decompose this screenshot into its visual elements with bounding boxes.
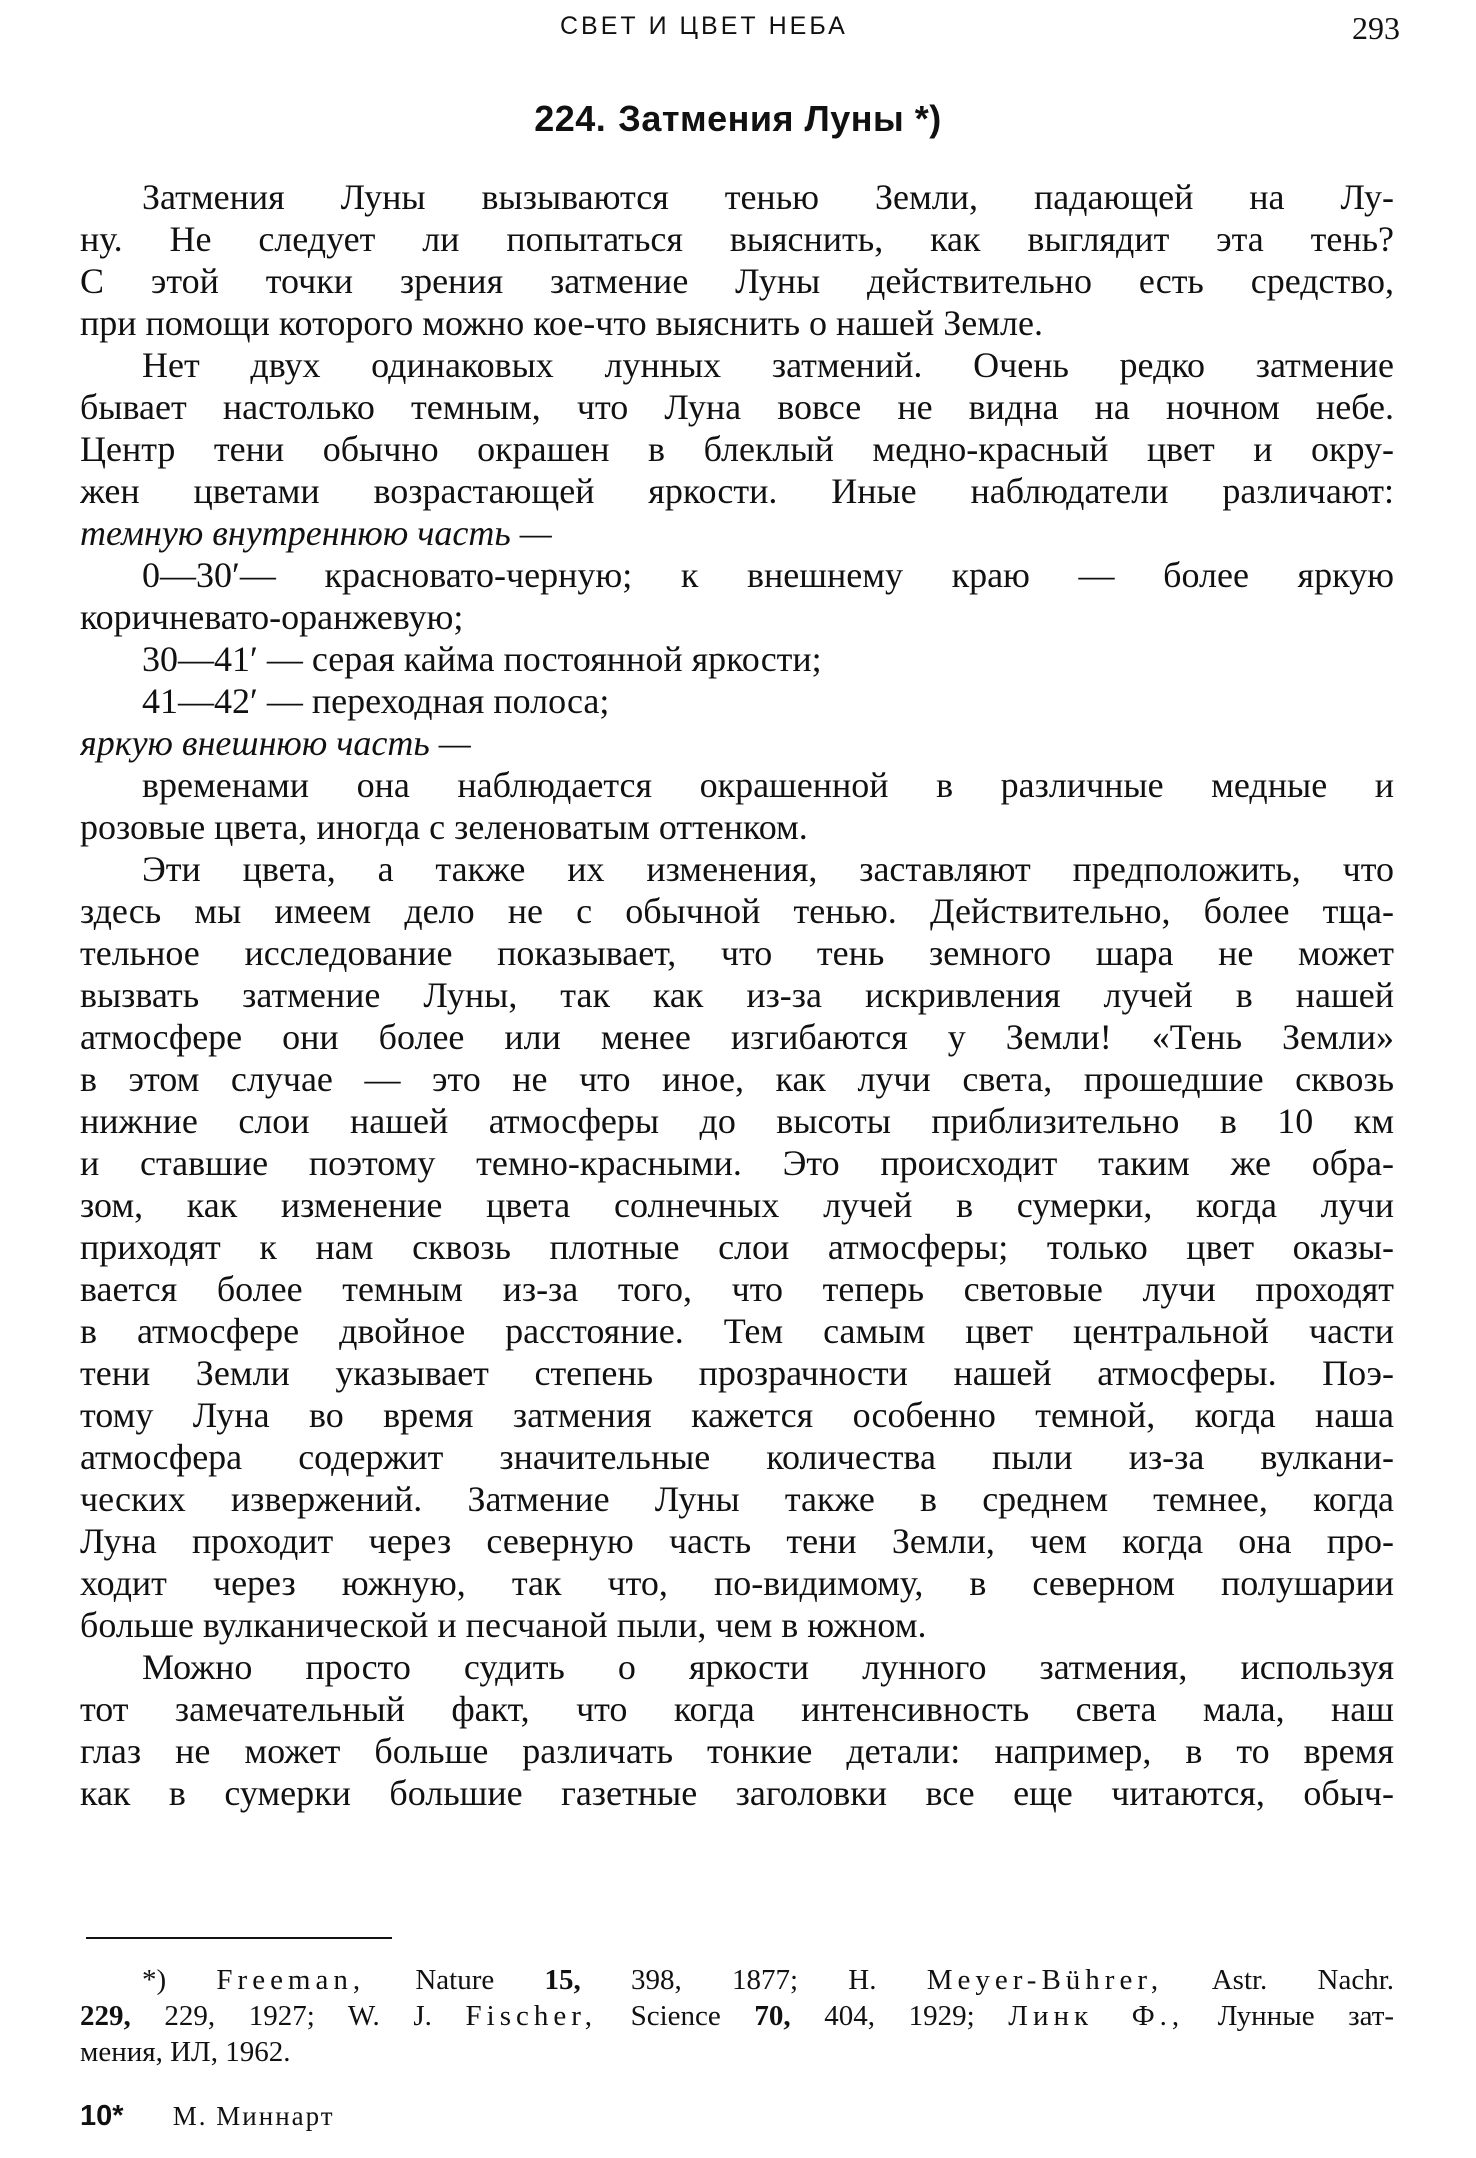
section-number: 224.: [534, 98, 607, 139]
footnote-ref: 404, 1929;: [824, 2000, 975, 2032]
line-text: жен цветами возрастающей яркости. Иные наблюдатели различают:: [80, 471, 1394, 511]
line-text: глаз не может больше различать тонкие детали: например, в то время: [80, 1731, 1394, 1771]
footnote-journal: Astr. Nachr.: [1211, 1964, 1394, 1996]
footnote-author: Meyer-Bührer,: [926, 1964, 1164, 1996]
signature-sheet: 10*: [80, 2100, 124, 2132]
line-text: в атмосфере двойное расстояние. Тем самым цвет центральной части: [80, 1311, 1394, 1351]
line-text: Можно просто судить о яркости лунного затмения, используя: [142, 1647, 1394, 1687]
line-text: ну. Не следует ли попытаться выяснить, как выглядит эта тень?: [80, 219, 1394, 259]
line-text: 0—30′— красновато-черную; к внешнему краю — более яркую: [142, 555, 1394, 595]
line-text: ходит через южную, так что, по-видимому, в северном полушарии: [80, 1563, 1394, 1603]
text-line: [80, 1730, 1394, 1772]
section-title: [0, 98, 1476, 140]
line-text: 30—41′ — серая кайма постоянной яркости;: [142, 639, 822, 679]
line-text: нижние слои нашей атмосферы до высоты приблизительно в 10 км: [80, 1101, 1394, 1141]
footnote-ref: 229, 1927; W. J.: [164, 2000, 432, 2032]
line-text: при помощи которого можно кое-что выяснить о нашей Земле.: [80, 303, 1043, 343]
footnote-author: Fischer,: [465, 2000, 598, 2032]
text-line: [80, 512, 1394, 554]
line-text: вызвать затмение Луны, так как из-за искривления лучей в нашей: [80, 975, 1394, 1015]
line-text: тому Луна во время затмения кажется особенно темной, когда наша: [80, 1395, 1394, 1435]
footnote-author: Freeman,: [216, 1964, 366, 1996]
body-text: [80, 176, 1394, 1814]
line-text: С этой точки зрения затмение Луны действительно есть средство,: [80, 261, 1394, 301]
text-line: [80, 302, 1394, 344]
text-line: [80, 1100, 1394, 1142]
line-text: Затмения Луны вызываются тенью Земли, падающей на Лу-: [142, 177, 1394, 217]
text-line: [80, 722, 1394, 764]
printer-signature: [80, 2100, 335, 2133]
text-line: [80, 1310, 1394, 1352]
line-text: 41—42′ — переходная полоса;: [142, 681, 610, 721]
line-text: временами она наблюдается окрашенной в различные медные и: [142, 765, 1394, 805]
footnote-ref: 398, 1877; H.: [630, 1964, 877, 1996]
text-line: [80, 218, 1394, 260]
text-line: [80, 848, 1394, 890]
line-text: бывает настолько темным, что Луна вовсе не видна на ночном небе.: [80, 387, 1394, 427]
footnote-marker: *): [142, 1964, 167, 1996]
text-line: [80, 554, 1394, 596]
text-line: [80, 680, 1394, 722]
line-text: Луна проходит через северную часть тени Земли, чем когда она про-: [80, 1521, 1394, 1561]
text-line: [80, 1436, 1394, 1478]
text-line: [80, 1604, 1394, 1646]
line-text: Эти цвета, а также их изменения, заставляют предположить, что: [142, 849, 1394, 889]
text-line: [80, 1184, 1394, 1226]
text-line: [80, 932, 1394, 974]
text-line: [80, 1688, 1394, 1730]
text-line: [80, 260, 1394, 302]
line-text: в этом случае — это не что иное, как лучи света, прошедшие сквозь: [80, 1059, 1394, 1099]
line-text: зом, как изменение цвета солнечных лучей в сумерки, когда лучи: [80, 1185, 1394, 1225]
text-line: [80, 386, 1394, 428]
italic-subheading: яркую внешнюю часть —: [80, 723, 471, 763]
footnote-line: [80, 1998, 1394, 2034]
text-line: [80, 1646, 1394, 1688]
footnote-ref: мения, ИЛ, 1962.: [80, 2036, 291, 2068]
text-line: [80, 1142, 1394, 1184]
line-text: тени Земли указывает степень прозрачности нашей атмосферы. Поэ-: [80, 1353, 1394, 1393]
text-line: [80, 344, 1394, 386]
text-line: [80, 890, 1394, 932]
running-title: СВЕТ И ЦВЕТ НЕБА: [560, 12, 848, 40]
footnote-ref: Лунные зат-: [1217, 2000, 1394, 2032]
line-text: как в сумерки большие газетные заголовки все еще читаются, обыч-: [80, 1773, 1394, 1813]
footnote-journal: Science: [630, 2000, 721, 2032]
line-text: тельное исследование показывает, что тень земного шара не может: [80, 933, 1394, 973]
text-line: [80, 596, 1394, 638]
text-line: [80, 1478, 1394, 1520]
text-line: [80, 1268, 1394, 1310]
text-line: [80, 1058, 1394, 1100]
text-line: [80, 1352, 1394, 1394]
line-text: Центр тени обычно окрашен в блеклый медно-красный цвет и окру-: [80, 429, 1394, 469]
footnote-volume: 229,: [80, 2000, 131, 2032]
footnote-volume: 70,: [754, 2000, 791, 2032]
text-line: [80, 470, 1394, 512]
text-line: [80, 1226, 1394, 1268]
text-line: [80, 974, 1394, 1016]
line-text: атмосфера содержит значительные количества пыли из-за вулкани-: [80, 1437, 1394, 1477]
footnote-volume: 15,: [544, 1964, 581, 1996]
text-line: [80, 1772, 1394, 1814]
line-text: приходят к нам сквозь плотные слои атмосферы; только цвет оказы-: [80, 1227, 1394, 1267]
line-text: вается более темным из-за того, что теперь световые лучи проходят: [80, 1269, 1394, 1309]
text-line: [80, 1562, 1394, 1604]
footnote-line: [80, 1962, 1394, 1998]
line-text: здесь мы имеем дело не с обычной тенью. Действительно, более тща-: [80, 891, 1394, 931]
text-line: [80, 1520, 1394, 1562]
text-line: [80, 428, 1394, 470]
line-text: ческих извержений. Затмение Луны также в среднем темнее, когда: [80, 1479, 1394, 1519]
footnote-journal: Nature: [415, 1964, 495, 1996]
running-head: [0, 8, 1476, 48]
footnote-line: [80, 2034, 1394, 2070]
line-text: атмосфере они более или менее изгибаются у Земли! «Тень Земли»: [80, 1017, 1394, 1057]
italic-subheading: темную внутреннюю часть —: [80, 513, 552, 553]
text-line: [80, 1394, 1394, 1436]
text-line: [80, 806, 1394, 848]
text-line: [80, 1016, 1394, 1058]
line-text: тот замечательный факт, что когда интенсивность света мала, наш: [80, 1689, 1394, 1729]
text-line: [80, 764, 1394, 806]
page-number: 293: [1352, 10, 1400, 46]
text-line: [80, 176, 1394, 218]
line-text: розовые цвета, иногда с зеленоватым оттенком.: [80, 807, 808, 847]
footnote-author: Линк Ф.,: [1008, 2000, 1185, 2032]
line-text: больше вулканической и песчаной пыли, чем в южном.: [80, 1605, 927, 1645]
line-text: Нет двух одинаковых лунных затмений. Очень редко затмение: [142, 345, 1394, 385]
signature-author: М. Миннарт: [172, 2101, 335, 2131]
line-text: коричневато-оранжевую;: [80, 597, 464, 637]
footnote: [80, 1962, 1394, 2070]
footnote-rule: [86, 1937, 392, 1939]
section-heading: Затмения Луны *): [618, 98, 942, 139]
text-line: [80, 638, 1394, 680]
line-text: и ставшие поэтому темно-красными. Это происходит таким же обра-: [80, 1143, 1394, 1183]
